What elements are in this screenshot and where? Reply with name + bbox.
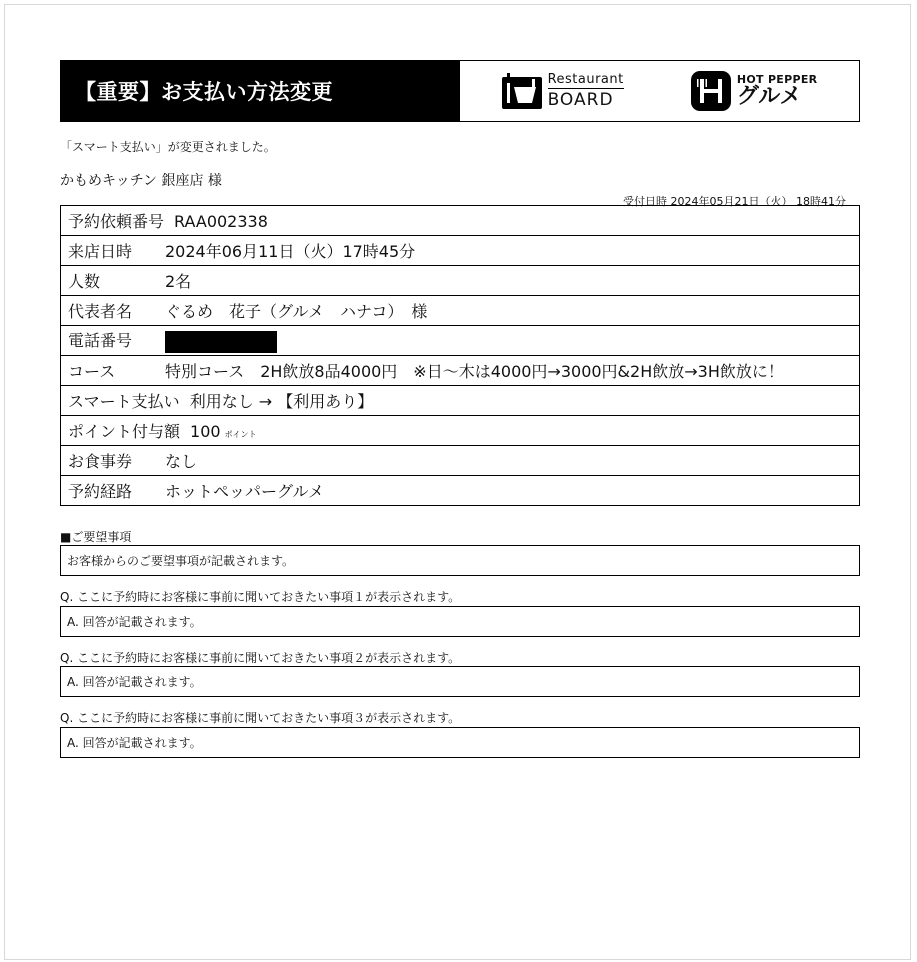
table-row	[61, 296, 860, 326]
reservation-number-cell	[61, 206, 860, 236]
requests-box	[60, 545, 860, 576]
answer-box-1	[60, 606, 860, 637]
row-label: 来店日時	[68, 242, 133, 261]
table-row	[61, 236, 860, 266]
table-row	[61, 476, 860, 506]
table-row	[61, 386, 860, 416]
row-value: 特別コース 2H飲放8品4000円 ※日～木は4000円→3000円&2H飲放→3H飲放に！	[165, 362, 784, 381]
header-banner	[60, 60, 860, 122]
row-label: コース	[68, 362, 116, 381]
logo-hotpepper-top: HOT PEPPER	[736, 73, 818, 86]
row-value: 利用なし → 【利用あり】	[189, 392, 374, 411]
row-value: RAA002338	[174, 212, 268, 231]
answer-box-3	[60, 727, 860, 758]
table-row	[61, 206, 860, 236]
requests-heading: ■ご要望事項	[60, 530, 132, 544]
logo-restaurant-bottom: BOARD	[547, 90, 614, 110]
change-notice: 「スマート支払い」が変更されました。	[60, 140, 276, 154]
requests-text: お客様からのご要望事項が記載されます。	[67, 554, 295, 568]
table-row	[61, 356, 860, 386]
row-value: ホットペッパーグルメ	[165, 482, 325, 501]
page-title: 【重要】お支払い方法変更	[61, 61, 460, 121]
partner-logos	[460, 61, 859, 121]
question-2: Q. ここに予約時にお客様に事前に聞いておきたい事項２が表示されます。	[60, 651, 461, 665]
store-name: かもめキッチン 銀座店 様	[60, 173, 222, 189]
booking-channel-cell	[61, 476, 860, 506]
row-value: 2024年06月11日（火）17時45分	[165, 242, 416, 261]
row-label: 予約依頼番号	[68, 212, 165, 231]
row-label: ポイント付与額	[68, 422, 181, 441]
answer-box-2	[60, 666, 860, 697]
course-cell	[61, 356, 860, 386]
row-label: 予約経路	[68, 482, 133, 501]
meal-voucher-cell	[61, 446, 860, 476]
row-label: お食事券	[68, 452, 133, 471]
hotpepper-gourmet-logo	[691, 71, 818, 111]
hotpepper-icon	[691, 71, 731, 111]
table-row	[61, 326, 860, 356]
answer-1: A. 回答が記載されます。	[67, 615, 202, 629]
logo-restaurant-top: Restaurant	[547, 72, 624, 87]
table-row	[61, 416, 860, 446]
row-label: スマート支払い	[68, 392, 180, 411]
answer-3: A. 回答が記載されます。	[67, 736, 202, 750]
logo-hotpepper-bottom: グルメ	[736, 84, 802, 109]
smart-payment-cell	[61, 386, 860, 416]
reservation-details-table	[60, 205, 860, 506]
points-cell	[61, 416, 860, 446]
party-size-cell	[61, 266, 860, 296]
row-value: ぐるめ 花子（グルメ ハナコ） 様	[165, 302, 428, 321]
received-datetime: 受付日時 2024年05月21日（火） 18時41分	[623, 195, 846, 208]
row-label: 代表者名	[68, 302, 133, 321]
points-unit: ポイント	[224, 430, 257, 439]
table-row	[61, 446, 860, 476]
table-row	[61, 266, 860, 296]
row-label: 人数	[68, 272, 101, 291]
row-value: 2名	[165, 272, 192, 291]
restaurant-board-icon	[502, 73, 542, 109]
row-value: 100	[190, 422, 221, 441]
question-1: Q. ここに予約時にお客様に事前に聞いておきたい事項１が表示されます。	[60, 590, 461, 604]
representative-name-cell	[61, 296, 860, 326]
visit-datetime-cell	[61, 236, 860, 266]
row-value: なし	[165, 452, 198, 471]
phone-number-cell	[61, 326, 860, 356]
answer-2: A. 回答が記載されます。	[67, 675, 202, 689]
restaurant-board-logo	[502, 73, 624, 109]
row-label: 電話番号	[68, 331, 133, 351]
question-3: Q. ここに予約時にお客様に事前に聞いておきたい事項３が表示されます。	[60, 711, 461, 725]
redacted-phone-number	[165, 331, 277, 353]
